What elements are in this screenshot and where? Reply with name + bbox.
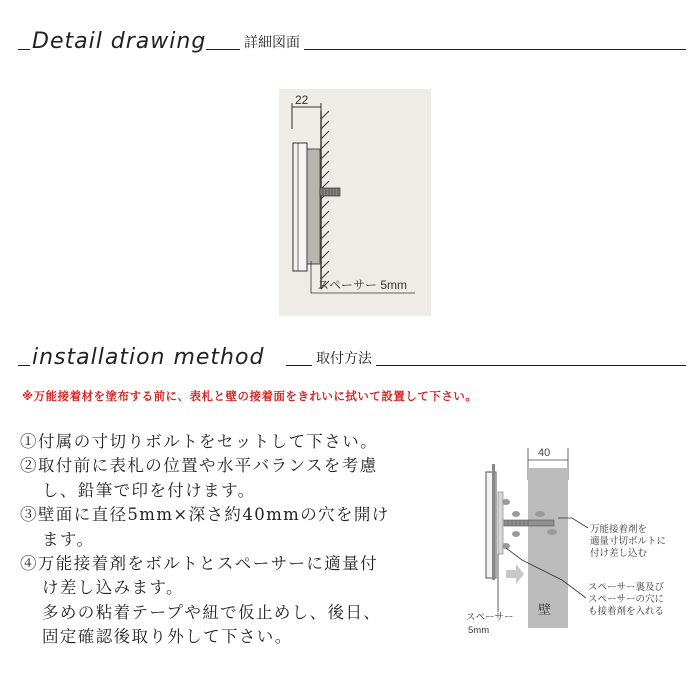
- step-3: ③壁面に直径5mm×深さ約40mmの穴を開け: [20, 505, 390, 525]
- detail-heading-en: Detail drawing: [32, 29, 207, 54]
- heading-rule: [18, 49, 30, 50]
- step-1: ①付属の寸切りボルトをセットして下さい。: [20, 432, 378, 451]
- note2-line1: スペーサー裏及び: [588, 582, 665, 593]
- detail-drawing-figure: [279, 89, 431, 316]
- step-4: ④万能接着剤をボルトとスペーサーに適量付: [20, 554, 378, 574]
- heading-rule: [18, 365, 30, 366]
- step-2: ②取付前に表札の位置や水平バランスを考慮: [20, 456, 378, 476]
- note2-line2: スペーサーの穴に: [588, 594, 665, 605]
- dimension-label: 22: [295, 93, 309, 107]
- detail-drawing-heading: [18, 22, 686, 56]
- step-4-note: 多めの粘着テープや紐で仮止めし、後日、: [42, 602, 382, 622]
- installation-steps: [20, 430, 460, 650]
- install-heading-jp: 取付方法: [316, 351, 372, 367]
- installation-method-heading: [18, 338, 686, 372]
- install-heading-en: installation method: [32, 345, 265, 370]
- heading-rule: [376, 365, 686, 366]
- heading-rule: [304, 49, 686, 50]
- installation-drawing-figure: [462, 440, 692, 640]
- step-4-cont: け差し込みます。: [42, 578, 184, 598]
- heading-rule: [206, 49, 240, 50]
- spacer-label-line2: 5mm: [468, 625, 490, 636]
- spacer-label-line1: スペーサー: [466, 612, 514, 623]
- bolt: [504, 520, 554, 526]
- wall-label: 壁: [538, 602, 552, 617]
- nameplate-edge: [492, 464, 495, 580]
- note2-line3: も接着剤を入れる: [588, 606, 665, 617]
- nameplate: [293, 143, 307, 271]
- detail-heading-jp: 詳細図面: [244, 35, 300, 51]
- heading-rule: [286, 365, 312, 366]
- note1-line3: 付け差し込む: [590, 548, 648, 559]
- step-4-note-cont: 固定確認後取り外して下さい。: [42, 627, 293, 647]
- note1-line2: 適量寸切ボルトに: [590, 536, 667, 547]
- note1-line1: 万能接着剤を: [590, 524, 648, 535]
- insert-arrow-icon: [506, 564, 524, 584]
- spacer: [307, 149, 320, 264]
- dimension-label: 40: [538, 447, 551, 459]
- step-3-cont: ます。: [42, 529, 95, 549]
- warning-note: ※万能接着材を塗布する前に、表札と壁の接着面をきれいに拭いて設置して下さい。: [22, 389, 478, 403]
- step-2-cont: し、鉛筆で印を付けます。: [42, 480, 256, 500]
- spacer-label: スペーサー 5mm: [317, 278, 408, 292]
